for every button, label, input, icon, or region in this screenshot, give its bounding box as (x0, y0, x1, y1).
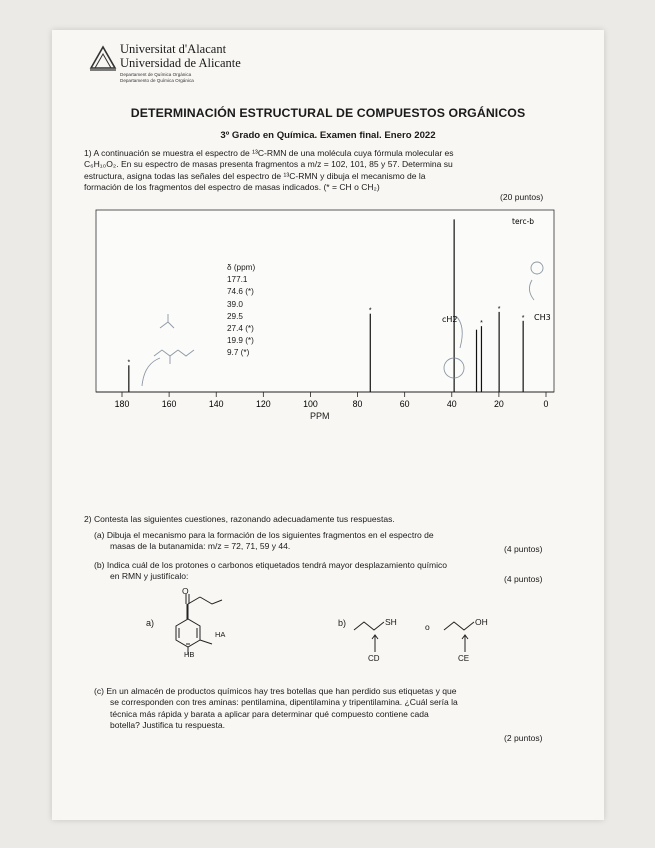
shift-list (227, 262, 255, 360)
label-cd: CD (368, 654, 380, 663)
exam-title: DETERMINACIÓN ESTRUCTURAL DE COMPUESTOS ORGÁNICOS (130, 106, 526, 120)
q2b-points: (4 puntos) (504, 574, 543, 584)
axis-label: PPM (310, 411, 330, 421)
shift-value: 27.4 (*) (227, 324, 254, 334)
q1-line: 1) A continuación se muestra el espectro de ¹³C-RMN de una molécula cuya fórmula molecular es (84, 148, 454, 158)
label-ce: CE (458, 654, 470, 663)
handwritten-note: terc-b (512, 217, 535, 226)
shift-header: δ (ppm) (227, 263, 256, 272)
label-ha: HA (215, 630, 226, 639)
q2-intro: 2) Contesta las siguientes cuestiones, razonando adecuadamente tus respuestas. (84, 514, 395, 524)
peak-mark: * (521, 314, 525, 322)
peak-mark: * (127, 359, 131, 367)
shift-value: 29.5 (227, 311, 243, 321)
q2c-line: técnica más rápida y barata a aplicar para determinar qué compuesto contiene cada (110, 708, 429, 719)
axis-tick-label: 40 (446, 399, 457, 409)
department-ca: Departament de Química Orgànica (120, 72, 192, 77)
shift-value: 177.1 (227, 275, 248, 285)
q2c-line: se corresponden con tres aminas: pentilamina, dipentilamina y tripentilamina. ¿Cuál sería la (110, 697, 458, 708)
handwritten-ch3: CH3 (534, 313, 551, 322)
axis-tick-label: 0 (543, 399, 549, 409)
axis-tick-label: 20 (493, 399, 504, 409)
q2b-line: (b) Indica cuál de los protones o carbonos etiquetados tendrá mayor desplazamiento químico (94, 560, 448, 570)
nmr-spectrum (82, 208, 572, 438)
peak-mark: * (480, 320, 483, 328)
axis-tick-label: 120 (255, 399, 271, 409)
exam-sheet (52, 30, 604, 820)
q1-text (84, 148, 572, 193)
q2c-line: botella? Justifica tu respuesta. (110, 719, 225, 730)
label-sh: SH (385, 617, 397, 627)
q2c-points: (2 puntos) (504, 733, 543, 743)
university-logo-icon (88, 44, 118, 72)
q1-line: formación de los fragmentos del espectro de masas indicados. (* = CH o CH₂) (84, 181, 380, 192)
shift-value: 19.9 (*) (227, 336, 254, 346)
part-a-label: a) (146, 618, 155, 628)
label-hb: HB (184, 650, 195, 659)
q1-line: estructura, asigna todas las señales del espectro de ¹³C-RMN y dibuja el mecanismo de la (84, 170, 426, 181)
axis-tick-label: 60 (399, 399, 410, 409)
methyl-benzoate-structure (156, 586, 266, 658)
part-b-label: b) (338, 618, 347, 628)
thiol-alcohol-structures (350, 608, 510, 660)
axis-tick-label: 80 (352, 399, 363, 409)
label-carbonyl-o: O (182, 586, 189, 596)
q1-points: (20 puntos) (500, 192, 544, 202)
q2a-line: masas de la butanamida: m/z = 72, 71, 59 y 44. (110, 541, 291, 552)
university-name-es: Universidad de Alicante (120, 56, 241, 70)
exam-subtitle: 3º Grado en Química. Examen final. Enero 2022 (220, 130, 436, 141)
axis-tick-label: 160 (161, 399, 177, 409)
spectrum-frame (96, 210, 554, 392)
q2a-line: (a) Dibuja el mecanismo para la formación de los siguientes fragmentos en el espectro de (94, 530, 434, 540)
peak-mark: * (497, 305, 501, 313)
shift-value: 39.0 (227, 299, 243, 309)
label-oh: OH (475, 617, 488, 627)
peak-mark: * (368, 307, 372, 315)
department-es: Departamento de Química Orgánica (120, 78, 194, 83)
shift-value: 9.7 (*) (227, 348, 250, 358)
axis-tick-label: 140 (208, 399, 224, 409)
q2b-line: en RMN y justifícalo: (110, 571, 189, 582)
label-or: o (425, 622, 430, 632)
q2c-text (94, 686, 576, 731)
university-name-ca: Universitat d'Alacant (120, 42, 227, 56)
q2c-line: (c) En un almacén de productos químicos hay tres botellas que han perdido sus etiquetas y que (94, 686, 457, 696)
axis-tick-label: 100 (303, 399, 318, 409)
axis-tick-label: 180 (114, 399, 130, 409)
shift-value: 74.6 (*) (227, 287, 254, 297)
handwritten-ch2: cH2 (442, 315, 458, 324)
q1-line: C₆H₁₀O₂. En su espectro de masas presenta fragmentos a m/z = 102, 101, 85 y 57. Determina su (84, 159, 453, 170)
q2a-points: (4 puntos) (504, 544, 543, 554)
